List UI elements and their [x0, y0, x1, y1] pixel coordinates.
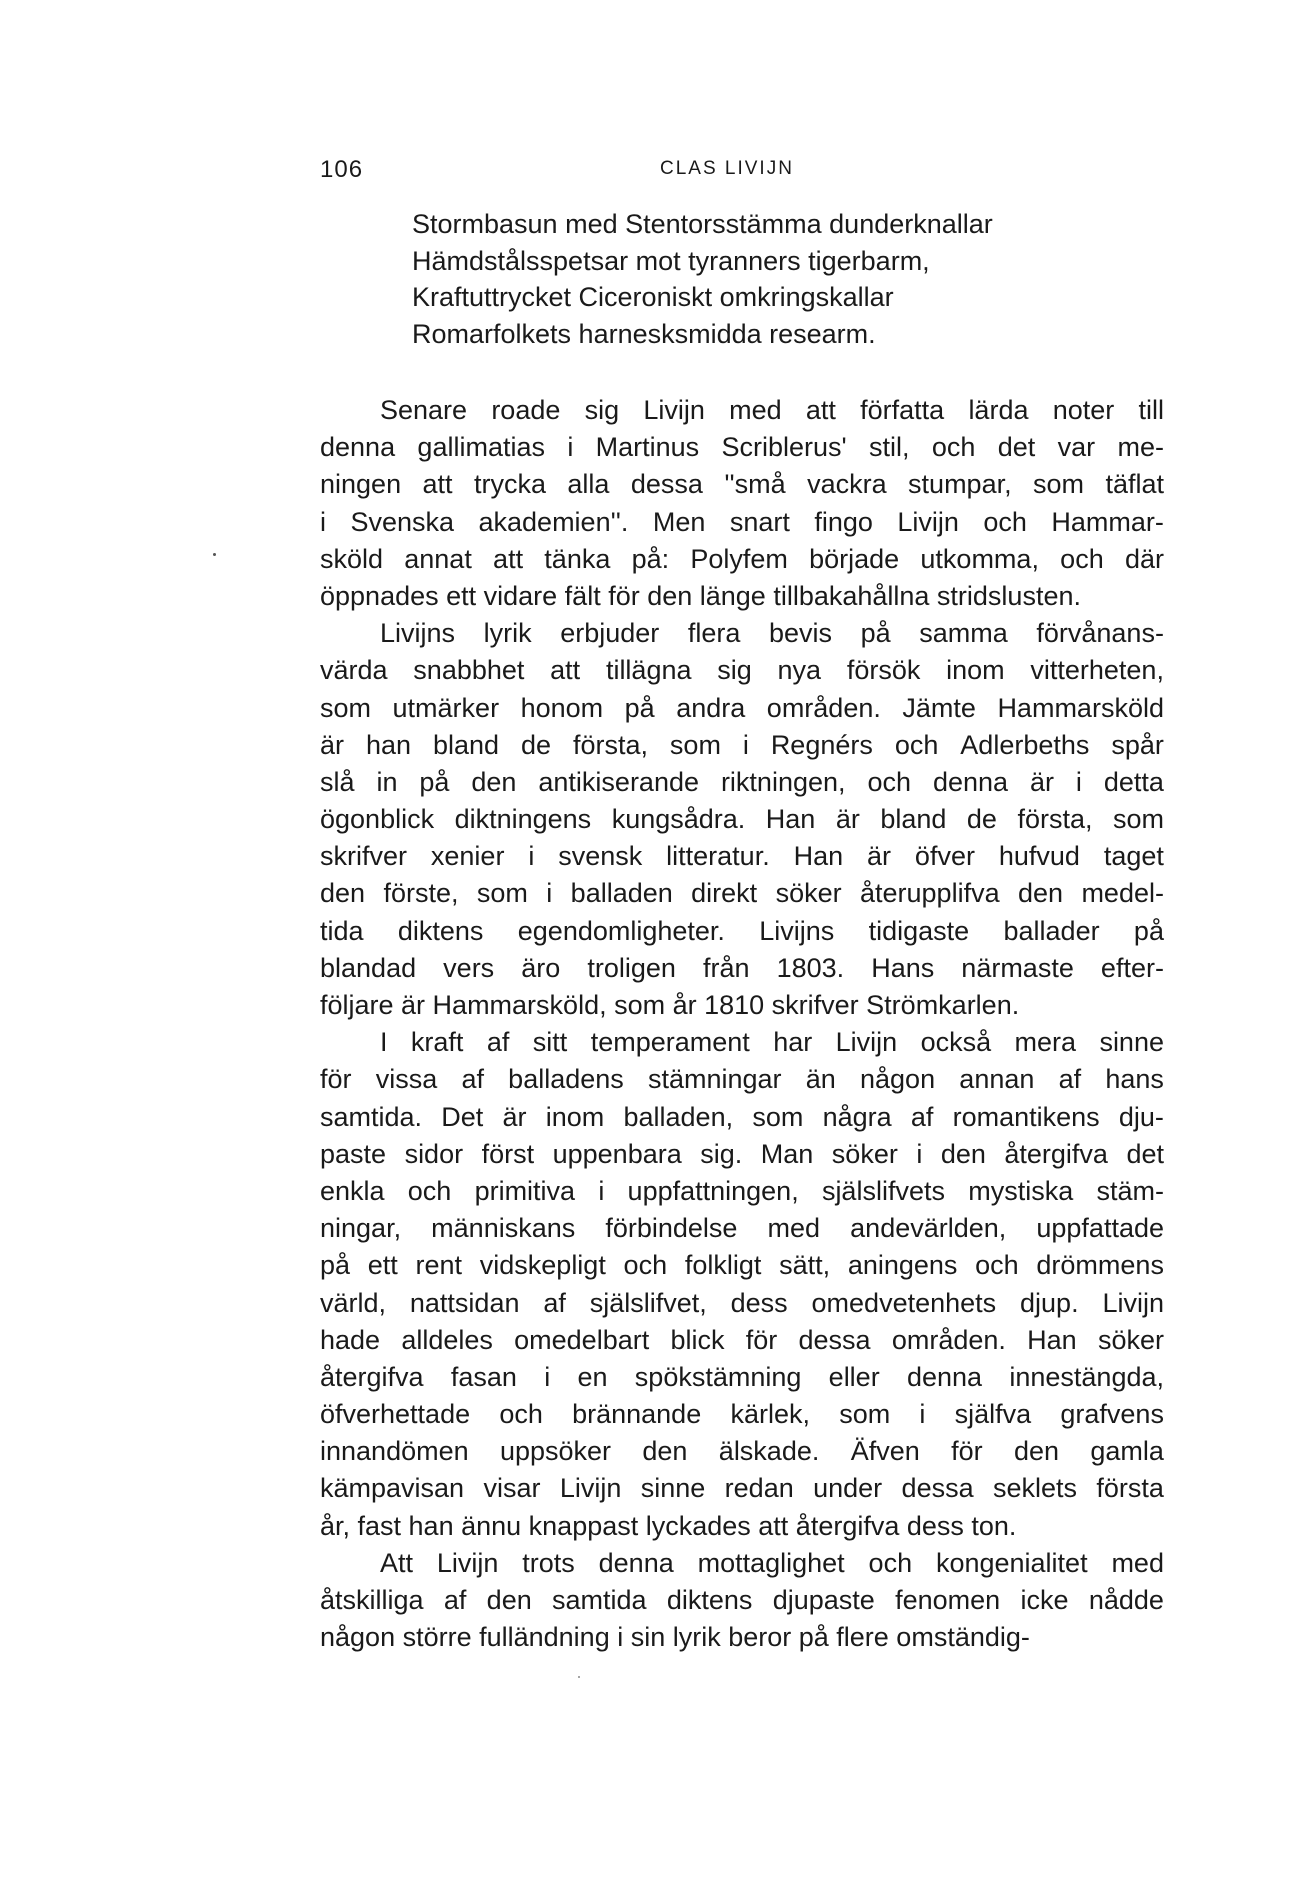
text-line: denna gallimatias i Martinus Scriblerus' stil, och det var me- [320, 432, 1164, 463]
text-line: Senare roade sig Livijn med att författa lärda noter till [380, 395, 1164, 425]
text-line: år, fast han ännu knappast lyckades att återgifva dess ton. [320, 1510, 1017, 1541]
text-line: är han bland de första, som i Regnérs och Adlerbeths spår [320, 729, 1164, 760]
text-line: någon större fulländning i sin lyrik beror på flere omständig- [320, 1622, 1030, 1653]
margin-mark [213, 553, 216, 556]
paragraph [320, 615, 1164, 1024]
verse-line: Hämdstålsspetsar mot tyranners tigerbarm, [412, 245, 930, 276]
text-line: sköld annat att tänka på: Polyfem började utkomma, och där [320, 543, 1164, 574]
text-line: I kraft af sitt temperament har Livijn också mera sinne [380, 1027, 1164, 1058]
verse-quotation [412, 206, 1172, 352]
text-line: skrifver xenier i svensk litteratur. Han är öfver hufvud taget [320, 841, 1164, 872]
paragraph [320, 1545, 1164, 1657]
text-line: värda snabbhet att tillägna sig nya försök inom vitterheten, [320, 655, 1164, 686]
text-line: följare är Hammarsköld, som år 1810 skrifver Strömkarlen. [320, 990, 1020, 1020]
text-line: tida diktens egendomligheter. Livijns tidigaste ballader på [320, 915, 1164, 946]
text-line: för vissa af balladens stämningar än någon annan af hans [320, 1064, 1164, 1095]
text-line: slå in på den antikiserande riktningen, och denna är i detta [320, 766, 1164, 797]
text-line: Att Livijn trots denna mottaglighet och kongenialitet med [380, 1547, 1164, 1578]
text-line: på ett rent vidskepligt och folkligt sätt, aningens och drömmens [320, 1250, 1164, 1281]
verse-line: Kraftuttrycket Ciceroniskt omkringskallar [412, 282, 894, 312]
text-line: paste sidor först uppenbara sig. Man söker i den återgifva det [320, 1138, 1164, 1169]
text-line: ningen att trycka alla dessa ''små vackra stumpar, som täflat [320, 469, 1164, 500]
text-line: blandad vers äro troligen från 1803. Hans närmaste efter- [320, 952, 1164, 983]
verse-line: Stormbasun med Stentorsstämma dunderknallar [412, 209, 993, 239]
text-line: kämpavisan visar Livijn sinne redan under dessa seklets första [320, 1473, 1164, 1504]
text-line: hade alldeles omedelbart blick för dessa områden. Han söker [320, 1324, 1164, 1355]
text-line: som utmärker honom på andra områden. Jämte Hammarsköld [320, 692, 1164, 723]
footer-mark [578, 1676, 580, 1678]
text-line: öfverhettade och brännande kärlek, som i själfva grafvens [320, 1399, 1164, 1430]
paragraph [320, 1024, 1164, 1545]
text-line: återgifva fasan i en spökstämning eller denna innestängda, [320, 1361, 1164, 1392]
paragraph [320, 392, 1164, 615]
text-line: värld, nattsidan af själslifvet, dess omedvetenhets djup. Livijn [320, 1287, 1164, 1318]
text-line: samtida. Det är inom balladen, som några af romantikens dju- [320, 1101, 1164, 1132]
text-line: i Svenska akademien''. Men snart fingo Livijn och Hammar- [320, 506, 1164, 537]
running-head [320, 156, 1160, 186]
page-number: 106 [320, 156, 364, 183]
running-title: CLAS LIVIJN [660, 158, 794, 179]
text-line: ögonblick diktningens kungsådra. Han är bland de första, som [320, 804, 1164, 835]
text-line: ningar, människans förbindelse med andevärlden, uppfattade [320, 1213, 1164, 1244]
text-line: enkla och primitiva i uppfattningen, själslifvets mystiska stäm- [320, 1175, 1164, 1206]
text-line: Livijns lyrik erbjuder flera bevis på samma förvånans- [380, 618, 1164, 649]
body-text [320, 392, 1164, 1656]
text-line: innandömen uppsöker den älskade. Äfven för den gamla [320, 1436, 1164, 1467]
text-line: åtskilliga af den samtida diktens djupaste fenomen icke nådde [320, 1585, 1164, 1615]
verse-line: Romarfolkets harnesksmidda researm. [412, 318, 876, 349]
text-line: öppnades ett vidare fält för den länge tillbakahållna stridslusten. [320, 580, 1081, 611]
text-line: den förste, som i balladen direkt söker återupplifva den medel- [320, 878, 1164, 909]
